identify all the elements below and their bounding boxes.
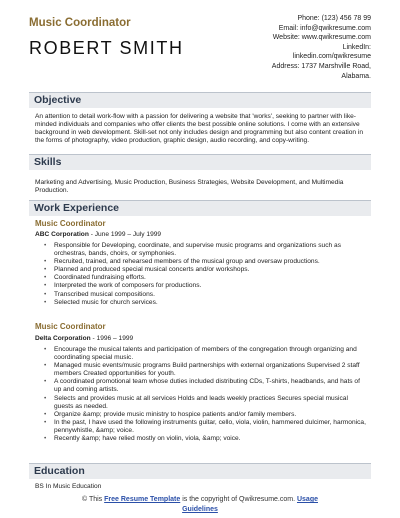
- job-2-dates: - 1996 – 1999: [90, 335, 134, 342]
- experience-section-header: [29, 200, 371, 216]
- job-2-title: Music Coordinator: [35, 322, 106, 331]
- job-1-company: ABC Corporation: [35, 231, 89, 238]
- copyright-footer: [0, 495, 400, 514]
- list-item: • Selects and provides music at all services Holds and leads weekly practices Secures special musical guests as needed.: [44, 395, 366, 411]
- list-item: • Organize &amp; provide music ministry to hospice patients and/or family members.: [44, 411, 366, 419]
- contact-address-line2: Alabama.: [341, 72, 371, 80]
- list-item: • A coordinated promotional team whose duties included distributing CDs, T-shirts, headbands, and hats of up and coming artists.: [44, 378, 366, 394]
- resume-header: [29, 14, 371, 86]
- job-2-bullets: [44, 346, 366, 443]
- skills-text: Marketing and Advertising, Music Production, Business Strategies, Website Development, and Multimedia Production.: [35, 179, 344, 195]
- objective-heading: Objective: [34, 94, 82, 106]
- candidate-name: ROBERT SMITH: [29, 38, 184, 58]
- job-1-meta: [35, 231, 161, 238]
- list-item: • Coordinated fundraising efforts.: [44, 274, 366, 282]
- list-item: • Transcribed musical compositions.: [44, 291, 366, 299]
- contact-linkedin[interactable]: linkedin.com/qwikresume: [292, 53, 371, 61]
- contact-linkedin-label: LinkedIn:: [342, 43, 371, 51]
- skills-heading: Skills: [34, 156, 62, 168]
- list-item: • Encourage the musical talents and participation of members of the congregation through organizing and coordinating special music.: [44, 346, 366, 362]
- list-item: • Selected music for church services.: [44, 299, 366, 307]
- objective-text: An attention to detail work-flow with a passion for delivering a website that 'works', seeking to partner with like-minded individuals and companies who offer clients the best possible online solutions. I come with an extensive background in web development. Skill-set not only includes design and programming but also content creation in the forms of photography, video production, graphic design, audio recording, and copy-writing.: [35, 113, 364, 145]
- education-section-header: [29, 463, 371, 479]
- contact-phone: Phone: (123) 456 78 99: [297, 15, 371, 22]
- education-heading: Education: [34, 465, 85, 477]
- skills-section-header: [29, 154, 371, 170]
- list-item: • Recently &amp; have relied mostly on violin, viola, &amp; voice.: [44, 435, 366, 443]
- list-item: • Planned and produced special musical concerts and/or workshops.: [44, 266, 366, 274]
- job-title: Music Coordinator: [29, 17, 131, 29]
- list-item: • Interpreted the work of composers for productions.: [44, 282, 366, 290]
- footer-line-1: [0, 495, 400, 505]
- job-2-company: Delta Corporation: [35, 335, 91, 342]
- guidelines-link[interactable]: Guidelines: [182, 505, 218, 513]
- contact-address: Address: 1737 Marshville Road,: [271, 62, 371, 70]
- contact-website[interactable]: Website: www.qwikresume.com: [272, 34, 371, 42]
- job-1-title: Music Coordinator: [35, 219, 106, 228]
- objective-section-header: [29, 92, 371, 108]
- free-resume-template-link[interactable]: Free Resume Template: [104, 496, 181, 503]
- job-1-bullets: [44, 242, 366, 307]
- list-item: • Responsible for Developing, coordinate, and supervise music programs and organizations such as orchestras, bands, choirs, or symphonies.: [44, 242, 366, 258]
- usage-link[interactable]: Usage: [296, 496, 318, 503]
- footer-line-2: [0, 505, 400, 515]
- list-item: • In the past, I have used the following instruments guitar, cello, viola, violin, hammered dulcimer, harmonica, pennywhistle, &amp; voice.: [44, 419, 366, 435]
- job-2-meta: [35, 335, 133, 342]
- list-item: • Managed music events/music programs Build partnerships with external organizations Supervised 2 staff members Created opportunities for youth.: [44, 362, 366, 378]
- list-item: • Recruited, trained, and rehearsed members of the musical group and oversaw productions.: [44, 258, 366, 266]
- job-1-dates: - June 1999 – July 1999: [88, 231, 162, 238]
- contact-info: [181, 14, 371, 81]
- footer-middle: is the copyright of Qwikresume.com.: [180, 496, 297, 503]
- contact-email[interactable]: Email: info@qwikresume.com: [278, 24, 371, 32]
- experience-heading: Work Experience: [34, 202, 120, 214]
- footer-prefix: © This: [81, 496, 105, 503]
- education-text: BS In Music Education: [35, 483, 102, 490]
